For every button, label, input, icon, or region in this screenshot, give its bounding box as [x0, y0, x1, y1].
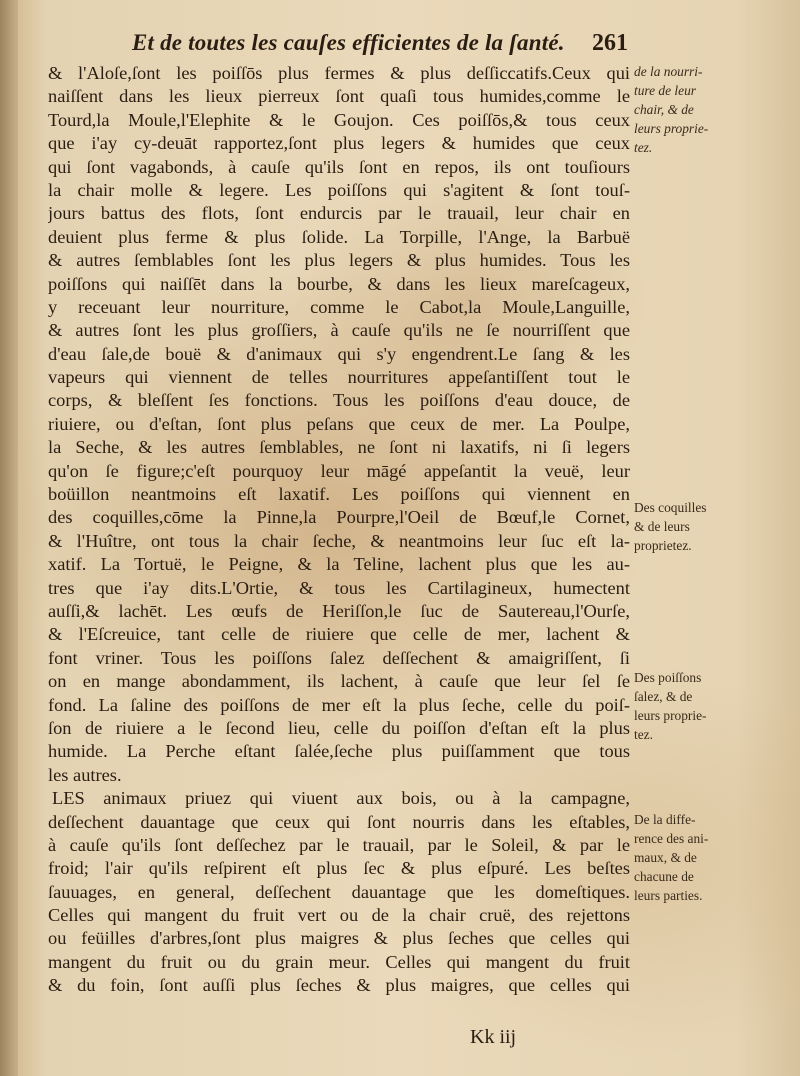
margin-note-line: maux, & de	[634, 850, 697, 865]
text-line: & autres ſont les plus groſſiers, à cauſe qu'ils ne ſe nourriſſent que	[48, 320, 630, 341]
margin-note-animaux	[634, 810, 744, 905]
text-line: ou feüilles d'arbres,ſont plus maigres & plus ſeches que celles qui	[48, 928, 630, 949]
margin-note-line: ſalez, & de	[634, 689, 693, 704]
text-line: xatif. La Tortuë, le Peigne, & la Teline, lachent plus que les au-	[48, 554, 630, 575]
margin-note-line: leurs proprie-	[634, 708, 707, 723]
running-title: Et de toutes les cauſes efficientes de la ſanté.	[132, 30, 565, 55]
text-line: ſon de riuiere a le ſecond lieu, celle du poiſſon d'eſtan eſt la plus	[48, 717, 630, 738]
margin-note-line: leurs parties.	[634, 888, 703, 903]
text-line: à cauſe qu'ils ſont deſſechez par le trauail, par le Soleil, & par le	[48, 834, 630, 855]
text-line: d'eau ſale,de bouë & d'animaux qui s'y engendrent.Le ſang & les	[48, 343, 630, 364]
text-line: & l'Eſcreuice, tant celle de riuiere que celle de mer, lachent &	[48, 624, 630, 645]
text-line: Celles qui mangent du fruit vert ou de la chair cruë, des rejettons	[48, 905, 630, 926]
text-line: riuiere, ou d'eſtan, ſont plus peſans que ceux de mer. La Poulpe,	[48, 413, 630, 434]
text-line: fond. La ſaline des poiſſons de mer eſt la plus ſeche, celle du poiſ-	[48, 694, 630, 715]
text-line: la chair molle & legere. Les poiſſons qui s'agitent & ſont touſ-	[48, 179, 630, 200]
text-line: tres que i'ay dits.L'Ortie, & tous les Cartilagineux, humectent	[48, 577, 630, 598]
text-line: & l'Huître, ont tous la chair ſeche, & neantmoins leur ſuc eſt la-	[48, 530, 630, 551]
signature-mark: Kk iij	[470, 1026, 517, 1048]
body-text	[48, 62, 630, 998]
margin-note-line: tez.	[634, 727, 653, 742]
text-line: auſſi,& lachēt. Les œufs de Heriſſon,le ſuc de Sautereau,l'Ourſe,	[48, 600, 630, 621]
text-line: corps, & bleſſent ſes fonctions. Tous les poiſſons d'eau douce, de	[48, 390, 630, 411]
text-line: font vriner. Tous les poiſſons ſalez deſſechent & amaigriſſent, ſi	[48, 647, 630, 668]
margin-note-line: proprietez.	[634, 538, 692, 553]
text-line: mangent du fruit ou du grain meur. Celles qui mangent du fruit	[48, 951, 630, 972]
paragraph-start-line: LES animaux priuez qui viuent aux bois, ou à la campagne,	[52, 788, 630, 809]
text-line: on en mange abondamment, ils lachent, à cauſe que leur ſel ſe	[48, 671, 630, 692]
text-line: vapeurs qui viennent de telles nourritures appeſantiſſent tout le	[48, 367, 630, 388]
margin-note-nourriture	[634, 62, 744, 157]
text-line: deuient plus ferme & plus ſolide. La Torpille, l'Ange, la Barbuë	[48, 226, 630, 247]
margin-note-line: & de leurs	[634, 519, 690, 534]
text-line: boüillon neantmoins eſt laxatif. Les poiſſons qui viennent en	[48, 484, 630, 505]
margin-note-line: chair, & de	[634, 102, 694, 117]
text-line: & l'Aloſe,ſont les poiſſōs plus fermes & plus deſſiccatifs.Ceux qui	[48, 63, 630, 83]
page-header	[132, 30, 632, 64]
text-line: Tourd,la Moule,l'Elephite & le Goujon. Ces poiſſōs,& tous ceux	[48, 109, 630, 130]
text-line: deſſechent dauantage que ceux qui ſont nourris dans les eſtables,	[48, 811, 630, 832]
text-line: y receuant leur nourriture, comme le Cabot,la Moule,Languille,	[48, 296, 630, 317]
text-line: jours battus des flots, ſont endurcis par le trauail, leur chair en	[48, 203, 630, 224]
margin-note-line: leurs proprie-	[634, 121, 709, 136]
page-number: 261	[592, 30, 628, 56]
margin-note-line: ture de leur	[634, 83, 696, 98]
text-line: qui ſont vagabonds, à cauſe qu'ils ſont en repos, ils ont touſiours	[48, 156, 630, 177]
text-line: naiſſent dans les lieux pierreux ſont quaſi tous humides,comme le	[48, 86, 630, 107]
margin-note-line: de la nourri-	[634, 64, 703, 79]
margin-note-poissons-salez	[634, 668, 744, 744]
text-line: que i'ay cy-deuāt rapportez,ſont plus legers & humides que ceux	[48, 133, 630, 154]
page-gutter	[0, 0, 18, 1076]
margin-note-line: De la diffe-	[634, 812, 696, 827]
margin-note-line: Des poiſſons	[634, 670, 702, 685]
text-line: humide. La Perche eſtant ſalée,ſeche plus puiſſamment que tous	[48, 741, 630, 762]
text-line: poiſſons qui naiſſēt dans la bourbe, & dans les lieux mareſcageux,	[48, 273, 630, 294]
text-line: la Seche, & les autres ſemblables, ne ſont ni laxatifs, ni ſi legers	[48, 437, 630, 458]
text-line: ſauuages, en general, deſſechent dauantage que les domeſtiques.	[48, 881, 630, 902]
text-line: & du foin, ſont auſſi plus ſeches & plus maigres, que celles qui	[48, 975, 630, 996]
margin-note-coquilles	[634, 498, 744, 555]
text-line: & autres ſemblables ſont les plus legers & plus humides. Tous les	[48, 250, 630, 271]
text-line: froid; l'air qu'ils reſpirent eſt plus ſec & plus eſpuré. Les beſtes	[48, 858, 630, 879]
margin-note-line: tez.	[634, 140, 653, 155]
text-line: qu'on ſe figure;c'eſt pourquoy leur māgé appeſantit la veuë, leur	[48, 460, 630, 481]
text-line: les autres.	[48, 764, 122, 785]
margin-note-line: rence des ani-	[634, 831, 709, 846]
margin-note-line: chacune de	[634, 869, 694, 884]
text-line: des coquilles,cōme la Pinne,la Pourpre,l'Oeil de Bœuf,le Cornet,	[48, 507, 630, 528]
margin-note-line: Des coquilles	[634, 500, 707, 515]
